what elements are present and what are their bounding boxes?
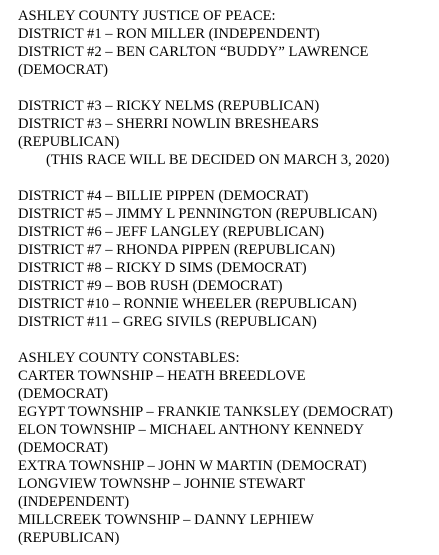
jp-district-6: DISTRICT #6 – JEFF LANGLEY (REPUBLICAN) bbox=[18, 224, 325, 240]
constable-egypt: EGYPT TOWNSHIP – FRANKIE TANKSLEY (DEMOCRAT) bbox=[18, 404, 393, 420]
blank-line bbox=[18, 79, 439, 97]
justice-of-peace-section bbox=[18, 7, 439, 331]
jp-district-11: DISTRICT #11 – GREG SIVILS (REPUBLICAN) bbox=[18, 314, 317, 330]
jp-district-2-line-1: DISTRICT #2 – BEN CARLTON “BUDDY” LAWRENCE bbox=[18, 44, 369, 60]
constable-carter-line-1: CARTER TOWNSHIP – HEATH BREEDLOVE bbox=[18, 368, 306, 384]
jp-district-3-candidate-a: DISTRICT #3 – RICKY NELMS (REPUBLICAN) bbox=[18, 98, 320, 114]
jp-district-10: DISTRICT #10 – RONNIE WHEELER (REPUBLICAN) bbox=[18, 296, 357, 312]
constables-heading: ASHLEY COUNTY CONSTABLES: bbox=[18, 350, 240, 366]
constable-elon-line-2: (DEMOCRAT) bbox=[18, 440, 108, 456]
constable-carter-line-2: (DEMOCRAT) bbox=[18, 386, 108, 402]
jp-district-4: DISTRICT #4 – BILLIE PIPPEN (DEMOCRAT) bbox=[18, 188, 309, 204]
jp-district-3-note: (THIS RACE WILL BE DECIDED ON MARCH 3, 2020) bbox=[46, 152, 390, 168]
jp-district-3-candidate-b-line-1: DISTRICT #3 – SHERRI NOWLIN BRESHEARS bbox=[18, 116, 319, 132]
jp-district-9: DISTRICT #9 – BOB RUSH (DEMOCRAT) bbox=[18, 278, 283, 294]
jp-district-5: DISTRICT #5 – JIMMY L PENNINGTON (REPUBLICAN) bbox=[18, 206, 378, 222]
jp-district-3-candidate-b-line-2: (REPUBLICAN) bbox=[18, 134, 120, 150]
document-body bbox=[18, 7, 439, 547]
constable-millcreek-line-2: (REPUBLICAN) bbox=[18, 530, 120, 546]
constable-millcreek-line-1: MILLCREEK TOWNSHIP – DANNY LEPHIEW bbox=[18, 512, 314, 528]
constable-elon-line-1: ELON TOWNSHIP – MICHAEL ANTHONY KENNEDY bbox=[18, 422, 365, 438]
blank-line bbox=[18, 331, 439, 349]
blank-line bbox=[18, 169, 439, 187]
jp-district-2-line-2: (DEMOCRAT) bbox=[18, 62, 108, 78]
constables-section bbox=[18, 349, 439, 547]
constable-longview-line-1: LONGVIEW TOWNSHP – JOHNIE STEWART bbox=[18, 476, 306, 492]
jp-district-8: DISTRICT #8 – RICKY D SIMS (DEMOCRAT) bbox=[18, 260, 307, 276]
jp-district-7: DISTRICT #7 – RHONDA PIPPEN (REPUBLICAN) bbox=[18, 242, 336, 258]
constable-extra: EXTRA TOWNSHIP – JOHN W MARTIN (DEMOCRAT) bbox=[18, 458, 367, 474]
jp-heading: ASHLEY COUNTY JUSTICE OF PEACE: bbox=[18, 8, 276, 24]
constable-longview-line-2: (INDEPENDENT) bbox=[18, 494, 130, 510]
jp-district-1: DISTRICT #1 – RON MILLER (INDEPENDENT) bbox=[18, 26, 320, 42]
